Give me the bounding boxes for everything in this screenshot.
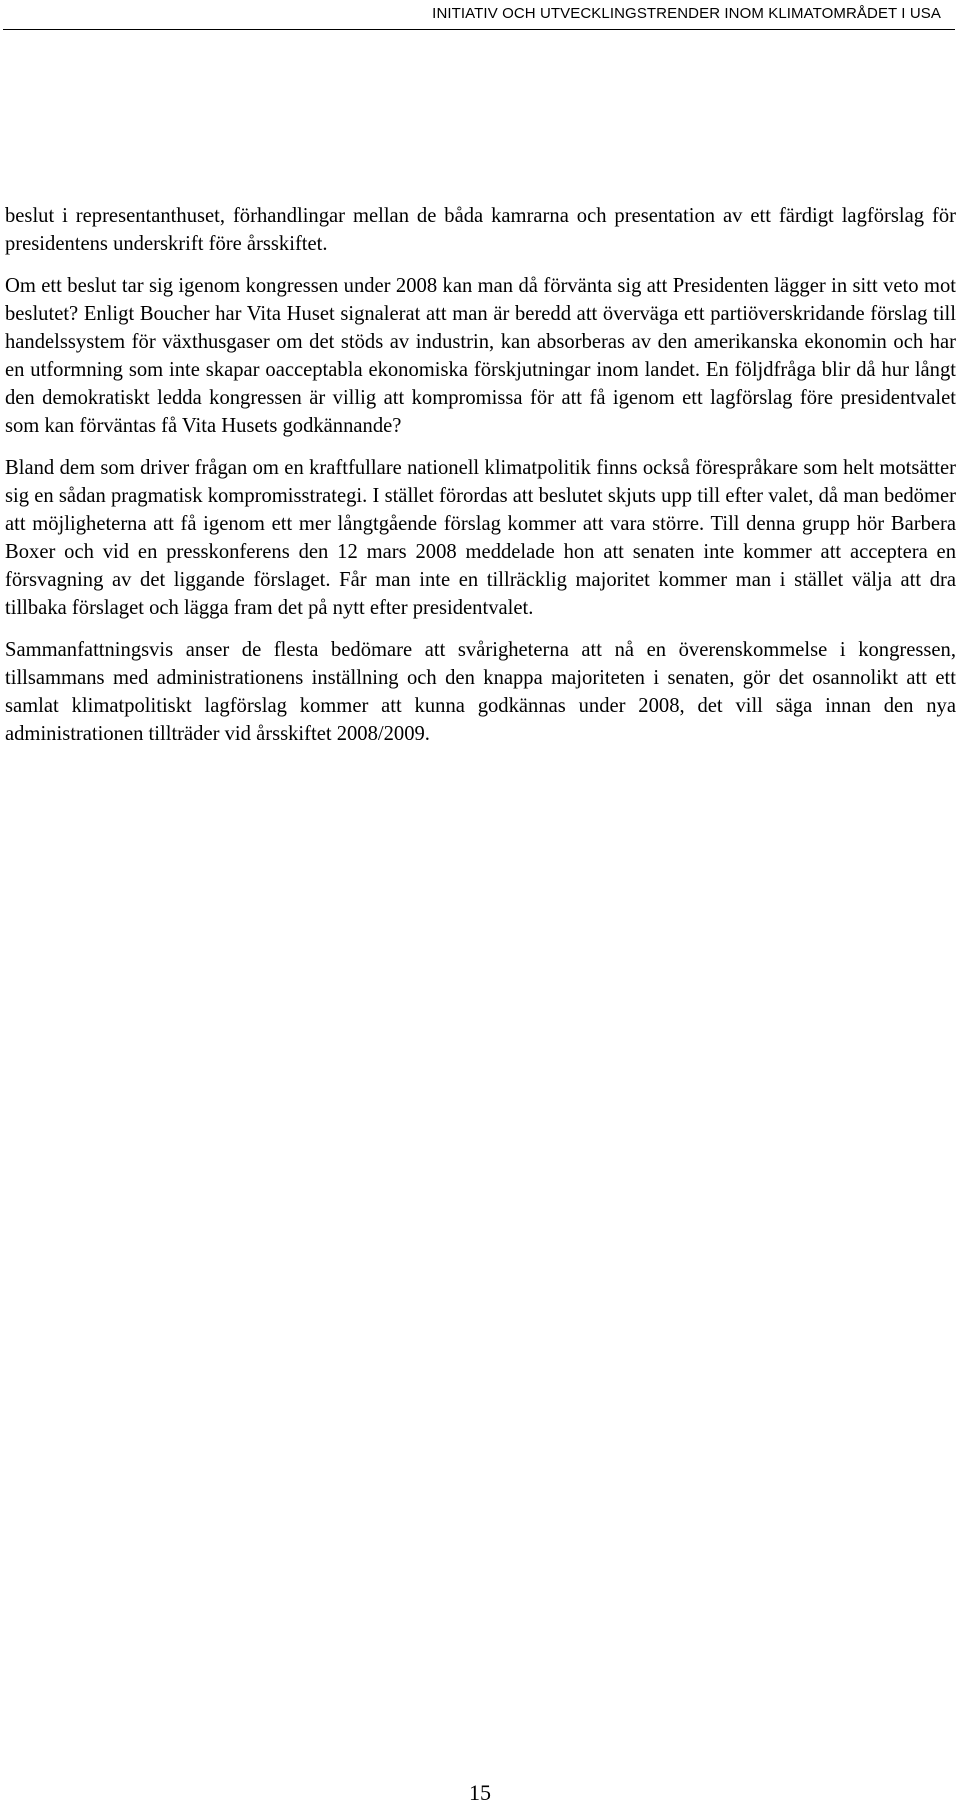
- paragraph: Om ett beslut tar sig igenom kongressen under 2008 kan man då förvänta sig att Presidenten lägger in sitt veto mot beslutet? Enligt Boucher har Vita Huset signalerat att man är beredd att överväga ett partiöverskridande förslag till handelssystem för växthusgaser om det stöds av industrin, kan absorberas av den amerikanska ekonomin och har en utformning som inte skapar oacceptabla ekonomiska förskjutningar inom landet. En följdfråga blir då hur långt den demokratiskt ledda kongressen är villig att kompromissa för att få igenom ett lagförslag före presidentvalet som kan förväntas få Vita Husets godkännande?: [5, 275, 956, 437]
- paragraph: Sammanfattningsvis anser de flesta bedömare att svårigheterna att nå en överenskommelse i kongressen, tillsammans med administrationens inställning och den knappa majoriteten i senaten, gör det osannolikt att ett samlat klimatpolitiskt lagförslag kommer att kunna godkännas under 2008, det vill säga innan den nya administrationen tillträder vid årsskiftet 2008/2009.: [5, 639, 956, 745]
- paragraph: Bland dem som driver frågan om en kraftfullare nationell klimatpolitik finns också förespråkare som helt motsätter sig en sådan pragmatisk kompromisstrategi. I stället förordas att beslutet skjuts upp till efter valet, då man bedömer att möjligheterna att få igenom ett mer långtgående förslag kommer att vara större. Till denna grupp hör Barbera Boxer och vid en presskonferens den 12 mars 2008 meddelade hon att senaten inte kommer att acceptera en försvagning av det liggande förslaget. Får man inte en tillräcklig majoritet kommer man i stället välja att dra tillbaka förslaget och lägga fram det på nytt efter presidentvalet.: [5, 457, 956, 619]
- paragraph: beslut i representanthuset, förhandlingar mellan de båda kamrarna och presentation av ett färdigt lagförslag för presidentens underskrift före årsskiftet.: [5, 205, 956, 255]
- body-text: [5, 202, 956, 762]
- page-number: 15: [469, 1780, 491, 1805]
- header-divider: [3, 29, 955, 30]
- running-header-title: INITIATIV OCH UTVECKLINGSTRENDER INOM KLIMATOMRÅDET I USA: [432, 5, 941, 22]
